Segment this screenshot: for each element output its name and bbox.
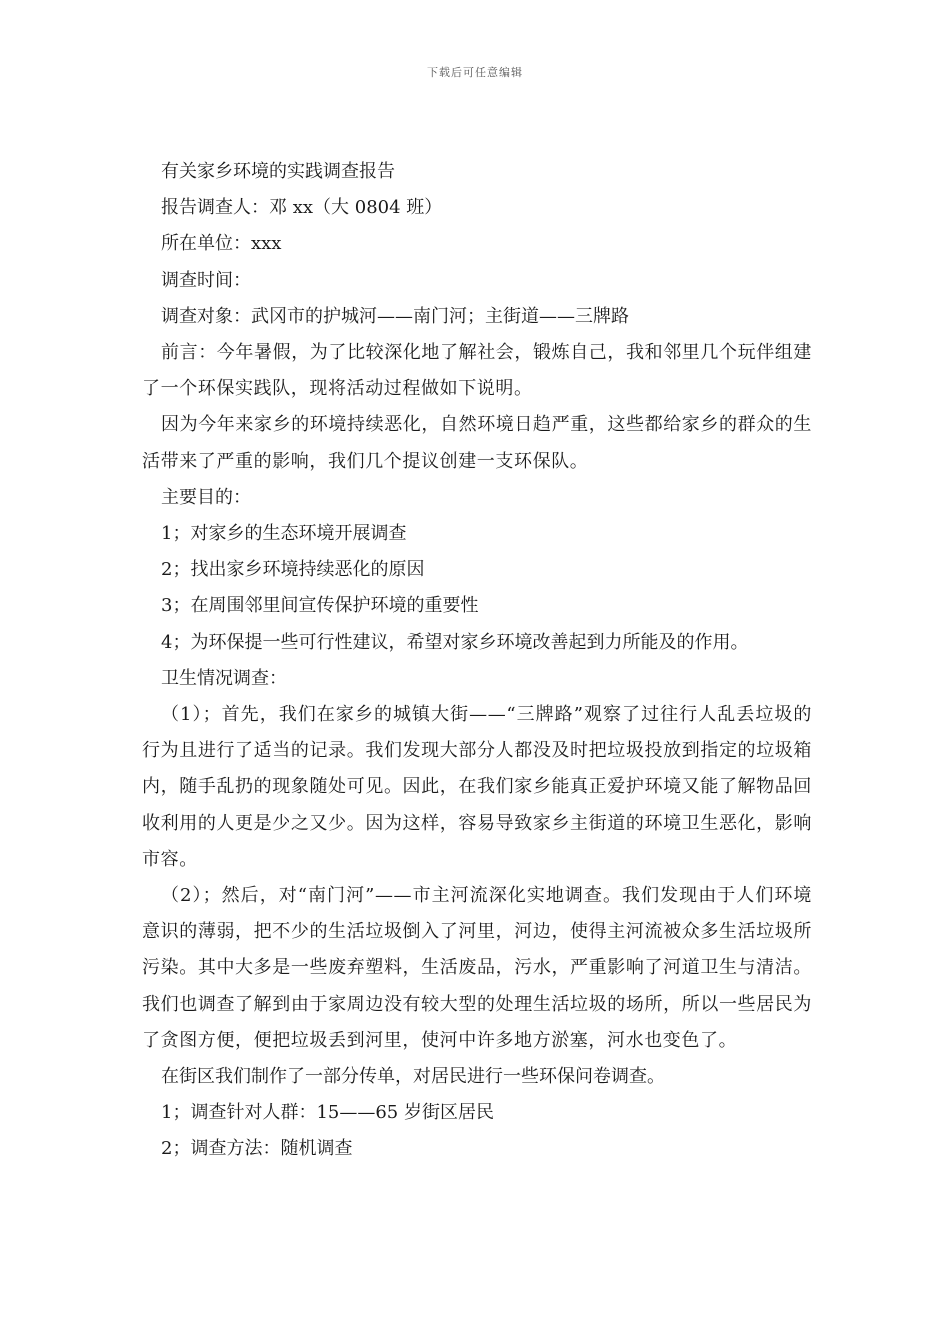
hygiene-paragraph-2: （2）；然后，对“南门河”——市主河流深化实地调查。我们发现由于人们环境意识的薄弱，把不少的生活垃圾倒入了河里，河边，使得主河流被众多生活垃圾所污染。其中大多是一些废弃塑料，生活废品，污水，严重影响了河道卫生与清洁。我们也调查了解到由于家周边没有较大型的处理生活垃圾的场所，所以一些居民为了贪图方便，便把垃圾丢到河里，使河中许多地方淤塞，河水也变色了。: [142, 885, 812, 1051]
reason-paragraph: 因为今年来家乡的环境持续恶化，自然环境日趋严重，这些都给家乡的群众的生活带来了严重的影响，我们几个提议创建一支环保队。: [142, 414, 812, 472]
goals-heading: 主要目的：: [161, 486, 251, 508]
survey-item-2: 2；调查方法：随机调查: [161, 1138, 353, 1160]
goal-item-3: 3；在周围邻里间宣传保护环境的重要性: [161, 595, 479, 617]
reporter-line: 报告调查人：邓 xx（大 0804 班）: [161, 197, 443, 219]
document-title: 有关家乡环境的实践调查报告: [161, 161, 395, 182]
time-line: 调查时间：: [161, 269, 251, 291]
goal-item-4: 4；为环保提一些可行性建议，希望对家乡环境改善起到力所能及的作用。: [161, 631, 749, 653]
preface-paragraph: 前言：今年暑假，为了比较深化地了解社会，锻炼自己，我和邻里几个玩伴组建了一个环保实践队，现将活动过程做如下说明。: [142, 342, 812, 400]
subject-line: 调查对象：武冈市的护城河——南门河；主街道——三牌路: [161, 305, 629, 327]
goal-item-1: 1；对家乡的生态环境开展调查: [161, 523, 407, 545]
goal-item-2: 2；找出家乡环境持续恶化的原因: [161, 559, 425, 581]
unit-line: 所在单位：xxx: [161, 233, 282, 255]
survey-item-1: 1；调查针对人群：15——65 岁街区居民: [161, 1102, 494, 1124]
survey-intro: 在街区我们制作了一部分传单，对居民进行一些环保问卷调查。: [161, 1066, 665, 1088]
hygiene-heading: 卫生情况调查：: [161, 667, 287, 689]
hygiene-paragraph-1: （1）；首先，我们在家乡的城镇大街——“三牌路”观察了过往行人乱丢垃圾的行为且进行了适当的记录。我们发现大部分人都没及时把垃圾投放到指定的垃圾箱内，随手乱扔的现象随处可见。因此，在我们家乡能真正爱护环境又能了解物品回收利用的人更是少之又少。因为这样，容易导致家乡主街道的环境卫生恶化，影响市容。: [142, 704, 812, 870]
document-body: [142, 154, 812, 1168]
header-note: 下载后可任意编辑: [427, 66, 523, 79]
